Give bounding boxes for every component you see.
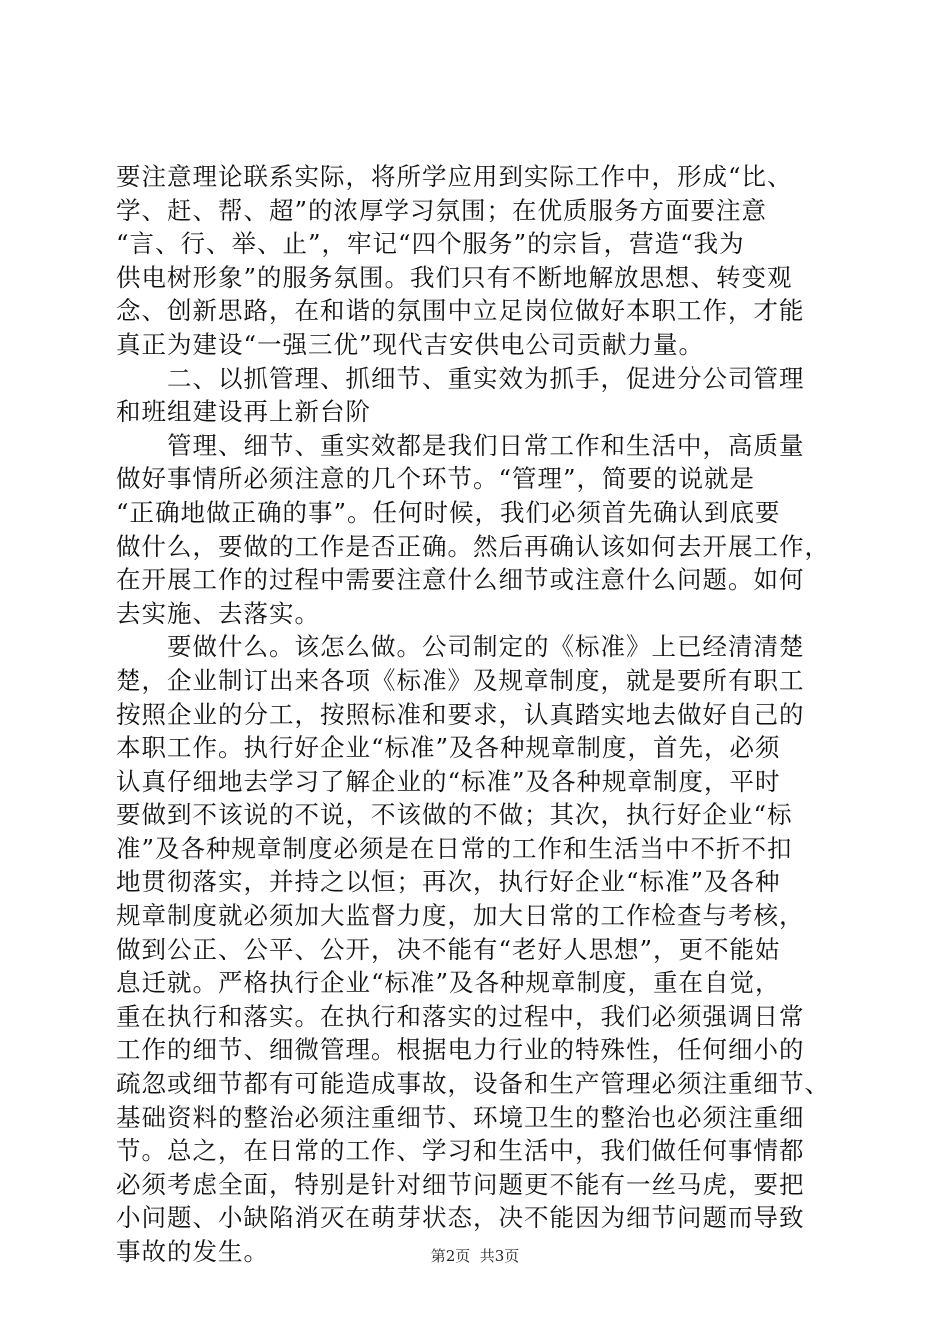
page-footer <box>0 1245 950 1266</box>
text-line: 疏忽或细节都有可能造成事故，设备和生产管理必须注重细节、 <box>116 1069 830 1099</box>
text-line: 管理、细节、重实效都是我们日常工作和生活中，高质量 <box>116 430 805 460</box>
text-line: 节。总之，在日常的工作、学习和生活中，我们做任何事情都 <box>116 1136 805 1166</box>
text-line: 地贯彻落实，并持之以恒；再次，执行好企业“标准”及各种 <box>116 867 781 897</box>
text-line: “正确地做正确的事”。任何时候，我们必须首先确认到底要 <box>116 497 781 527</box>
text-line: 念、创新思路，在和谐的氛围中立足岗位做好本职工作，才能 <box>116 296 805 326</box>
text-line: “言、行、举、止”，牢记“四个服务”的宗旨，营造“我为 <box>116 229 745 259</box>
text-line: 小问题、小缺陷消灭在萌芽状态，决不能因为细节问题而导致 <box>116 1203 805 1233</box>
text-line: 基础资料的整治必须注重细节、环境卫生的整治也必须注重细 <box>116 1102 805 1132</box>
text-line: 事故的发生。 <box>116 1237 269 1266</box>
text-line: 准”及各种规章制度必须是在日常的工作和生活当中不折不扣 <box>116 833 793 863</box>
text-line: 要注意理论联系实际，将所学应用到实际工作中，形成“比、 <box>116 162 793 191</box>
text-line: 重在执行和落实。在执行和落实的过程中，我们必须强调日常 <box>116 1001 805 1031</box>
text-line: 认真仔细地去学习了解企业的“标准”及各种规章制度，平时 <box>116 766 781 796</box>
text-line: 做什么，要做的工作是否正确。然后再确认该如何去开展工作， <box>116 531 830 561</box>
text-line: 在开展工作的过程中需要注意什么细节或注意什么问题。如何 <box>116 565 805 595</box>
page-number: 第2页 共3页 <box>430 1247 520 1265</box>
text-line: 按照企业的分工，按照标准和要求，认真踏实地去做好自己的 <box>116 699 805 729</box>
text-line: 工作的细节、细微管理。根据电力行业的特殊性，任何细小的 <box>116 1035 805 1065</box>
text-line: 学、赶、帮、超”的浓厚学习氛围；在优质服务方面要注意 <box>116 195 768 225</box>
text-line: 真正为建设“一强三优”现代吉安供电公司贡献力量。 <box>116 329 705 359</box>
text-line: 二、以抓管理、抓细节、重实效为抓手，促进分公司管理 <box>116 363 805 393</box>
text-line: 做到公正、公平、公开，决不能有“老好人思想”，更不能姑 <box>116 934 781 964</box>
document-body <box>116 160 856 1269</box>
text-line: 要做什么。该怎么做。公司制定的《标准》上已经清清楚 <box>116 632 805 662</box>
text-line: 息迁就。严格执行企业“标准”及各种规章制度，重在自觉， <box>116 968 781 998</box>
text-line: 去实施、去落实。 <box>116 598 320 628</box>
text-line: 规章制度就必须加大监督力度，加大日常的工作检查与考核， <box>116 901 805 931</box>
text-line: 要做到不该说的不说，不该做的不做；其次，执行好企业“标 <box>116 800 793 830</box>
text-line: 必须考虑全面，特别是针对细节问题更不能有一丝马虎，要把 <box>116 1169 805 1199</box>
text-line: 本职工作。执行好企业“标准”及各种规章制度，首先，必须 <box>116 733 781 763</box>
text-line: 供电树形象”的服务氛围。我们只有不断地解放思想、转变观 <box>116 262 793 292</box>
text-line: 做好事情所必须注意的几个环节。“管理”，简要的说就是 <box>116 464 756 494</box>
text-line: 和班组建设再上新台阶 <box>116 397 371 427</box>
text-line: 楚，企业制订出来各项《标准》及规章制度，就是要所有职工 <box>116 665 805 695</box>
